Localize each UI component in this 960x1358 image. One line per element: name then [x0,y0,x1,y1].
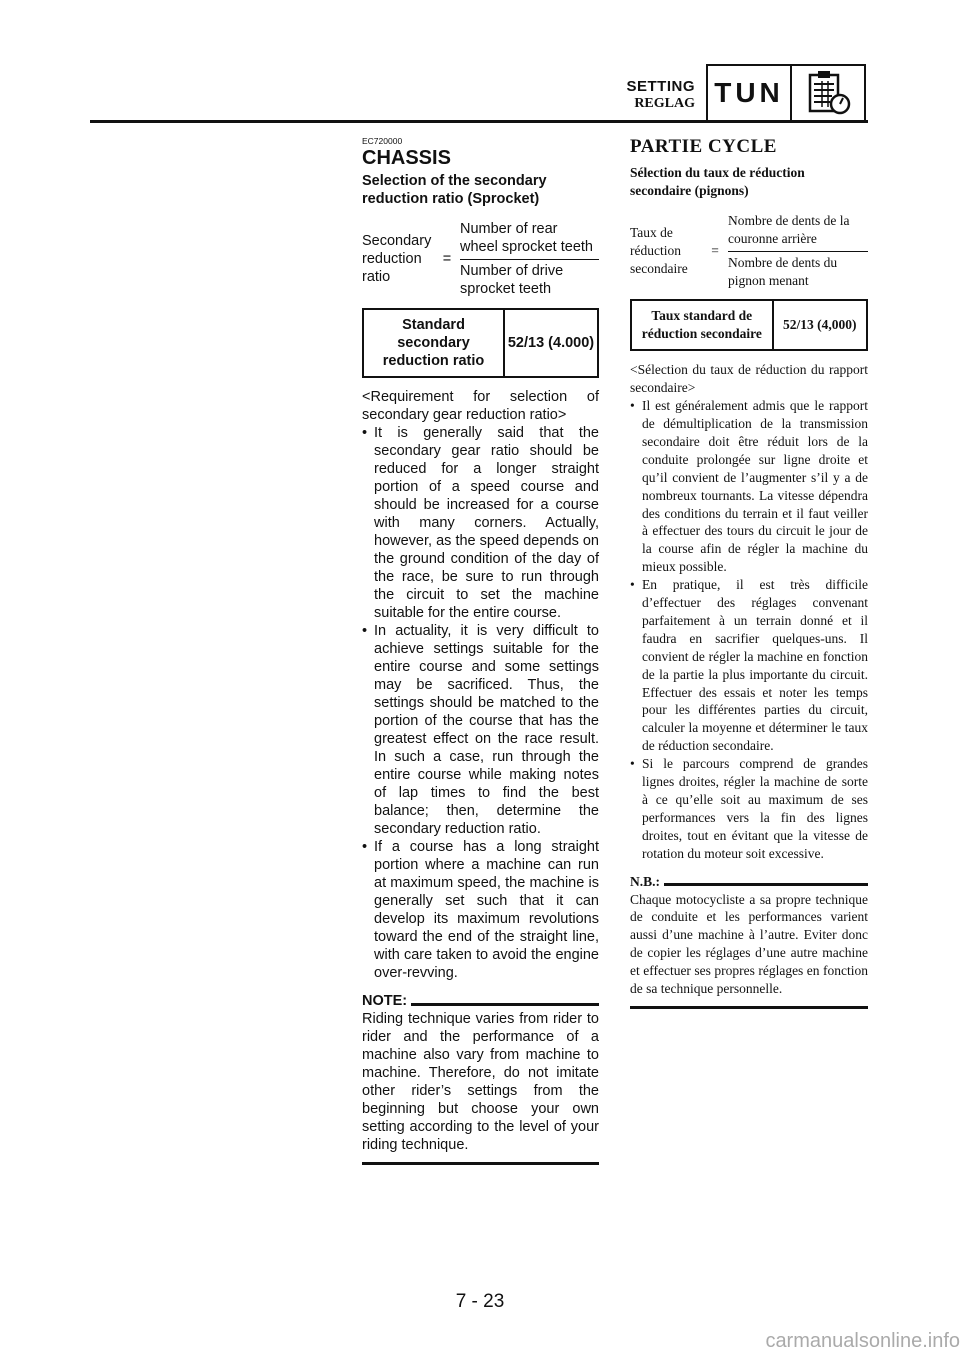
header-reglag-label: REGLAG [634,96,695,111]
list-item: • Il est généralement admis que le rapport de démultiplication de la transmission secondaire doit être réduit lors de la conduite prolongée sur ligne droite et qu’il convient de l’augmenter s’il y a de nombreux tournants. La vitesse dépendra des conditions du terrain et il faut veiller à effectuer des tours du circuit le jour de la course afin de régler la machine du mieux possible. [630,397,868,576]
standard-ratio-label: Standard secondary reduction ratio [363,309,504,377]
french-column [630,136,868,1009]
standard-ratio-label-fr: Taux standard de réduction secondaire [631,300,773,350]
formula-numerator: Number of rear wheel sprocket teeth [460,220,599,260]
ratio-formula-fr [630,212,868,290]
page-number: 7 - 23 [455,1291,505,1312]
note-rule [411,1003,599,1006]
requirement-list-fr [630,397,868,863]
clipboard-stopwatch-icon [792,66,864,120]
note-text-fr: Chaque motocycliste a sa propre technique de conduite et les performances varient aussi d’une machine à l’autre. Eviter donc de copier les réglages d’une autre machine et effectuer ses propres réglages en fonction de sa technique personnelle. [630,891,868,997]
note-rule-fr [664,883,868,886]
note-label-fr: N.B.: [630,873,660,889]
header-rule [90,120,868,123]
watermark: carmanualsonline.info [765,1330,960,1352]
formula-denominator: Number of drive sprocket teeth [460,263,564,297]
note-end-rule [362,1162,599,1165]
standard-ratio-value: 52/13 (4.000) [507,335,595,351]
formula-denominator-fr: Nombre de dents du pignon menant [728,254,838,288]
standard-ratio-table [362,308,599,378]
formula-equals: = [442,251,452,267]
list-item: • In actuality, it is very difficult to achieve settings suitable for the entire course and some settings may be sacrificed. Thus, the settings should be matched to the portion of the course that has the greatest effect on the race result. In such a case, run through the entire course while making notes of lap times to find the best balance; then, determine the secondary reduction ratio. [362,622,599,838]
section-code: TUN [708,66,792,120]
formula-left-fr: Taux de réduction secondaire [630,224,688,276]
formula-numerator-fr: Nombre de dents de la couronne arrière [728,212,868,252]
note-header-fr [630,873,868,891]
section-subtitle-fr: Sélection du taux de réduction secondaire (pignons) [630,165,805,198]
ratio-formula [362,220,599,298]
list-item: • Si le parcours comprend de grandes lignes droites, régler la machine de sorte à ce qu’elle soit au maximum de ses performances vers la fin des lignes droites, tout en évitant que la vitesse de rotation du moteur soit excessive. [630,755,868,862]
requirement-intro: <Requirement for selection of secondary gear reduction ratio> [362,389,599,423]
section-badge [706,64,866,122]
note-header [362,992,599,1010]
standard-ratio-value-fr: 52/13 (4,000) [783,317,857,333]
note-text: Riding technique varies from rider to rider and the performance of a machine also vary from machine to machine. Therefore, do not imitate other rider’s settings from the beginning but choose your own setting according to the level of your riding technique. [362,1011,599,1153]
header-setting-label: SETTING [626,78,695,95]
note-label: NOTE: [362,993,408,1009]
list-item: • It is generally said that the secondary gear ratio should be reduced for a longer straight portion of a speed course and should be increased for a course with many corners. Actually, however, as the speed depends on the ground condition of the day of the race, be sure to run through the circuit to set the machine suitable for the entire course. [362,424,599,622]
english-column [362,136,599,1165]
section-code-label: EC720000 [362,136,403,146]
section-title-fr: PARTIE CYCLE [630,136,777,157]
requirement-list [362,424,599,982]
formula-left: Secondary reduction ratio [362,233,432,285]
requirement-intro-fr: <Sélection du taux de réduction du rapport secondaire> [630,362,868,396]
list-item: • If a course has a long straight portion where a machine can run at maximum speed, the machine is generally set such that it can develop its maximum revolutions toward the end of the straight line, with care taken to avoid the engine over-revving. [362,838,599,982]
formula-equals-fr: = [711,242,719,258]
section-title: CHASSIS [362,147,451,169]
section-subtitle: Selection of the secondary reduction ratio (Sprocket) [362,173,547,207]
list-item: • En pratique, il est très difficile d’effectuer des réglages convenant parfaitement à un terrain donné et il faudra en sacrifier quelques-uns. Il convient de régler la machine en fonction de la partie la plus importante du circuit. Effectuer des essais et noter les temps pour les différentes parties du circuit, calculer la moyenne et déterminer le taux de réduction secondaire. [630,576,868,755]
standard-ratio-table-fr [630,299,868,351]
note-end-rule-fr [630,1006,868,1009]
